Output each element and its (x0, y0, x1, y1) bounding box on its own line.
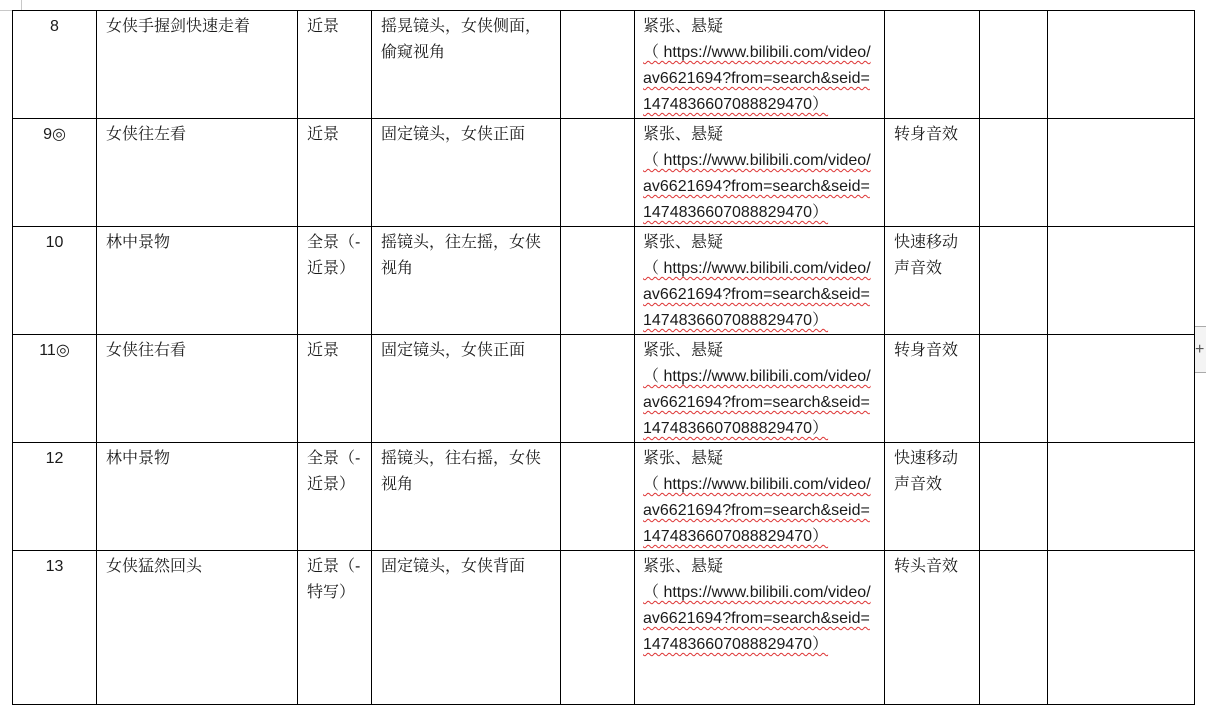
table-row (13, 119, 1195, 227)
sound-effect-cell[interactable]: 转头音效 (885, 551, 980, 705)
music-cell[interactable] (635, 227, 885, 335)
music-link[interactable]: （ https://www.bilibili.com/video/av6621694?from=search&seid=1474836607088829470） (643, 260, 871, 329)
empty-cell[interactable] (1048, 119, 1195, 227)
music-label: 紧张、悬疑 (643, 126, 724, 143)
camera-cell[interactable]: 摇镜头，往右摇，女侠视角 (372, 443, 561, 551)
shot-size-cell[interactable]: 近景 (298, 335, 372, 443)
music-cell[interactable] (635, 335, 885, 443)
content-cell[interactable]: 林中景物 (97, 443, 298, 551)
empty-cell[interactable] (1048, 551, 1195, 705)
music-label: 紧张、悬疑 (643, 450, 724, 467)
music-link[interactable]: （ https://www.bilibili.com/video/av6621694?from=search&seid=1474836607088829470） (643, 584, 871, 653)
music-link[interactable]: （ https://www.bilibili.com/video/av6621694?from=search&seid=1474836607088829470） (643, 368, 871, 437)
table-row (13, 227, 1195, 335)
music-label: 紧张、悬疑 (643, 18, 724, 35)
music-label: 紧张、悬疑 (643, 234, 724, 251)
sound-effect-cell[interactable] (885, 11, 980, 119)
empty-cell[interactable] (561, 11, 635, 119)
shot-number-cell[interactable]: 11◎ (13, 335, 97, 443)
empty-cell[interactable] (1048, 443, 1195, 551)
empty-cell[interactable] (561, 443, 635, 551)
table-row (13, 11, 1195, 119)
empty-cell[interactable] (980, 551, 1048, 705)
music-label: 紧张、悬疑 (643, 342, 724, 359)
music-cell[interactable] (635, 119, 885, 227)
table-row (13, 551, 1195, 705)
camera-cell[interactable]: 摇镜头，往左摇，女侠视角 (372, 227, 561, 335)
camera-cell[interactable]: 固定镜头，女侠正面 (372, 119, 561, 227)
empty-cell[interactable] (1048, 11, 1195, 119)
table-row (13, 443, 1195, 551)
music-link[interactable]: （ https://www.bilibili.com/video/av6621694?from=search&seid=1474836607088829470） (643, 476, 871, 545)
empty-cell[interactable] (561, 335, 635, 443)
music-cell[interactable] (635, 11, 885, 119)
music-cell[interactable] (635, 551, 885, 705)
empty-cell[interactable] (980, 443, 1048, 551)
music-link[interactable]: （ https://www.bilibili.com/video/av6621694?from=search&seid=1474836607088829470） (643, 44, 871, 113)
sound-effect-cell[interactable]: 转身音效 (885, 119, 980, 227)
content-cell[interactable]: 女侠往左看 (97, 119, 298, 227)
content-cell[interactable]: 女侠手握剑快速走着 (97, 11, 298, 119)
empty-cell[interactable] (561, 227, 635, 335)
camera-cell[interactable]: 摇晃镜头，女侠侧面，偷窥视角 (372, 11, 561, 119)
content-cell[interactable]: 女侠往右看 (97, 335, 298, 443)
table-row (13, 335, 1195, 443)
shot-number-cell[interactable]: 8 (13, 11, 97, 119)
music-label: 紧张、悬疑 (643, 558, 724, 575)
shot-size-cell[interactable]: 近景 (298, 11, 372, 119)
shot-number-cell[interactable]: 10 (13, 227, 97, 335)
empty-cell[interactable] (1048, 335, 1195, 443)
shot-number-cell[interactable]: 13 (13, 551, 97, 705)
shot-number-cell[interactable]: 12 (13, 443, 97, 551)
plus-icon: + (1195, 341, 1205, 358)
shot-size-cell[interactable]: 全景（-近景） (298, 227, 372, 335)
empty-cell[interactable] (980, 119, 1048, 227)
shot-size-cell[interactable]: 近景 (298, 119, 372, 227)
add-row-button[interactable] (1195, 326, 1206, 373)
margin-marker (0, 10, 12, 11)
empty-cell[interactable] (980, 335, 1048, 443)
content-cell[interactable]: 女侠猛然回头 (97, 551, 298, 705)
margin-marker (21, 0, 22, 10)
empty-cell[interactable] (561, 119, 635, 227)
content-cell[interactable]: 林中景物 (97, 227, 298, 335)
shot-size-cell[interactable]: 全景（-近景） (298, 443, 372, 551)
empty-cell[interactable] (980, 227, 1048, 335)
music-link[interactable]: （ https://www.bilibili.com/video/av6621694?from=search&seid=1474836607088829470） (643, 152, 871, 221)
camera-cell[interactable]: 固定镜头，女侠背面 (372, 551, 561, 705)
sound-effect-cell[interactable]: 快速移动声音效 (885, 443, 980, 551)
sound-effect-cell[interactable]: 转身音效 (885, 335, 980, 443)
sound-effect-cell[interactable]: 快速移动声音效 (885, 227, 980, 335)
camera-cell[interactable]: 固定镜头，女侠正面 (372, 335, 561, 443)
shot-size-cell[interactable]: 近景（-特写） (298, 551, 372, 705)
shot-number-cell[interactable]: 9◎ (13, 119, 97, 227)
storyboard-table (12, 10, 1195, 705)
music-cell[interactable] (635, 443, 885, 551)
empty-cell[interactable] (1048, 227, 1195, 335)
empty-cell[interactable] (561, 551, 635, 705)
empty-cell[interactable] (980, 11, 1048, 119)
